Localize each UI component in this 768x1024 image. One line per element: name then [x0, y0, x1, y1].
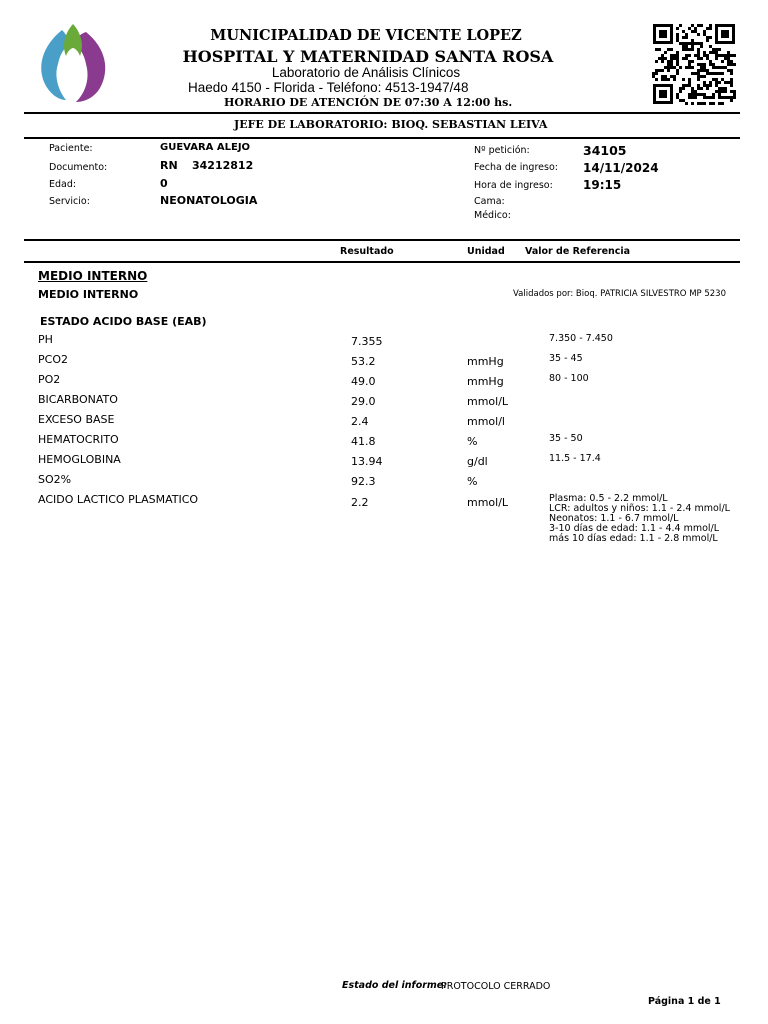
- age-value: 0: [160, 177, 168, 190]
- entry-date-label: Fecha de ingreso:: [474, 162, 558, 173]
- lab-chief: JEFE DE LABORATORIO: BIOQ. SEBASTIAN LEIVA: [234, 118, 548, 131]
- section-title: MEDIO INTERNO: [38, 269, 148, 283]
- doctor-label: Médico:: [474, 210, 511, 221]
- column-result: Resultado: [340, 246, 394, 257]
- analyte-name: BICARBONATO: [38, 393, 118, 406]
- document-number: 34212812: [192, 159, 254, 172]
- analyte-name: PH: [38, 333, 53, 346]
- bed-label: Cama:: [474, 196, 505, 207]
- group-title: ESTADO ACIDO BASE (EAB): [40, 315, 207, 328]
- reference-line: Neonatos: 1.1 - 6.7 mmol/L: [549, 513, 679, 524]
- document-label: Documento:: [49, 162, 108, 173]
- reference-line: LCR: adultos y niños: 1.1 - 2.4 mmol/L: [549, 503, 730, 514]
- header-divider: [24, 112, 740, 114]
- hospital-title: HOSPITAL Y MATERNIDAD SANTA ROSA: [182, 47, 554, 66]
- analyte-value: 2.2: [351, 496, 369, 509]
- chief-divider: [24, 137, 740, 139]
- analyte-value: 53.2: [351, 355, 376, 368]
- analyte-name: PO2: [38, 373, 61, 386]
- analyte-unit: g/dl: [467, 455, 488, 468]
- section-subtitle: MEDIO INTERNO: [38, 288, 139, 301]
- report-status-label: Estado del informe:: [342, 980, 448, 991]
- analyte-unit: mmol/L: [467, 496, 509, 509]
- page-number: Página 1 de 1: [648, 996, 721, 1007]
- reference-line: más 10 días edad: 1.1 - 2.8 mmol/L: [549, 533, 718, 544]
- analyte-reference: 35 - 50: [549, 433, 583, 444]
- analyte-unit: mmHg: [467, 375, 504, 388]
- analyte-name: PCO2: [38, 353, 68, 366]
- analyte-value: 92.3: [351, 475, 376, 488]
- service-value: NEONATOLOGIA: [160, 194, 258, 207]
- column-unit: Unidad: [467, 246, 505, 257]
- analyte-value: 49.0: [351, 375, 376, 388]
- entry-time-label: Hora de ingreso:: [474, 180, 553, 191]
- lab-name: Laboratorio de Análisis Clínicos: [271, 65, 461, 80]
- analyte-unit: %: [467, 435, 478, 448]
- analyte-value: 41.8: [351, 435, 376, 448]
- analyte-reference: 7.350 - 7.450: [549, 333, 613, 344]
- patient-divider: [24, 239, 740, 241]
- lab-address: Haedo 4150 - Florida - Teléfono: 4513-1947/48: [188, 80, 469, 95]
- entry-date: 14/11/2024: [583, 161, 659, 175]
- reference-line: Plasma: 0.5 - 2.2 mmol/L: [549, 493, 668, 504]
- analyte-name: HEMOGLOBINA: [38, 453, 121, 466]
- patient-label: Paciente:: [49, 143, 93, 154]
- analyte-reference: 35 - 45: [549, 353, 583, 364]
- request-number-label: Nº petición:: [474, 145, 530, 156]
- analyte-value: 13.94: [351, 455, 383, 468]
- entry-time: 19:15: [583, 178, 622, 192]
- patient-name: GUEVARA ALEJO: [160, 142, 251, 153]
- document-type: RN: [160, 159, 178, 172]
- analyte-unit: mmol/l: [467, 415, 505, 428]
- column-reference: Valor de Referencia: [525, 246, 631, 257]
- request-number: 34105: [583, 143, 627, 158]
- analyte-name: HEMATOCRITO: [38, 433, 119, 446]
- age-label: Edad:: [49, 179, 77, 190]
- columns-divider: [24, 261, 740, 263]
- analyte-name: ACIDO LACTICO PLASMATICO: [38, 493, 199, 506]
- analyte-value: 7.355: [351, 335, 383, 348]
- reference-line: 3-10 días de edad: 1.1 - 4.4 mmol/L: [549, 523, 720, 534]
- analyte-unit: %: [467, 475, 478, 488]
- municipality-title: MUNICIPALIDAD DE VICENTE LOPEZ: [210, 27, 522, 44]
- opening-hours: HORARIO DE ATENCIÓN DE 07:30 A 12:00 hs.: [224, 96, 513, 109]
- validated-by: Validados por: Bioq. PATRICIA SILVESTRO MP 5230: [513, 289, 726, 299]
- analyte-value: 29.0: [351, 395, 376, 408]
- analyte-name: EXCESO BASE: [38, 413, 115, 426]
- analyte-value: 2.4: [351, 415, 369, 428]
- analyte-reference: 80 - 100: [549, 373, 589, 384]
- analyte-name: SO2%: [38, 473, 72, 486]
- analyte-unit: mmol/L: [467, 395, 509, 408]
- analyte-unit: mmHg: [467, 355, 504, 368]
- service-label: Servicio:: [49, 196, 90, 207]
- analyte-reference: 11.5 - 17.4: [549, 453, 601, 464]
- report-status-value: PROTOCOLO CERRADO: [441, 981, 551, 992]
